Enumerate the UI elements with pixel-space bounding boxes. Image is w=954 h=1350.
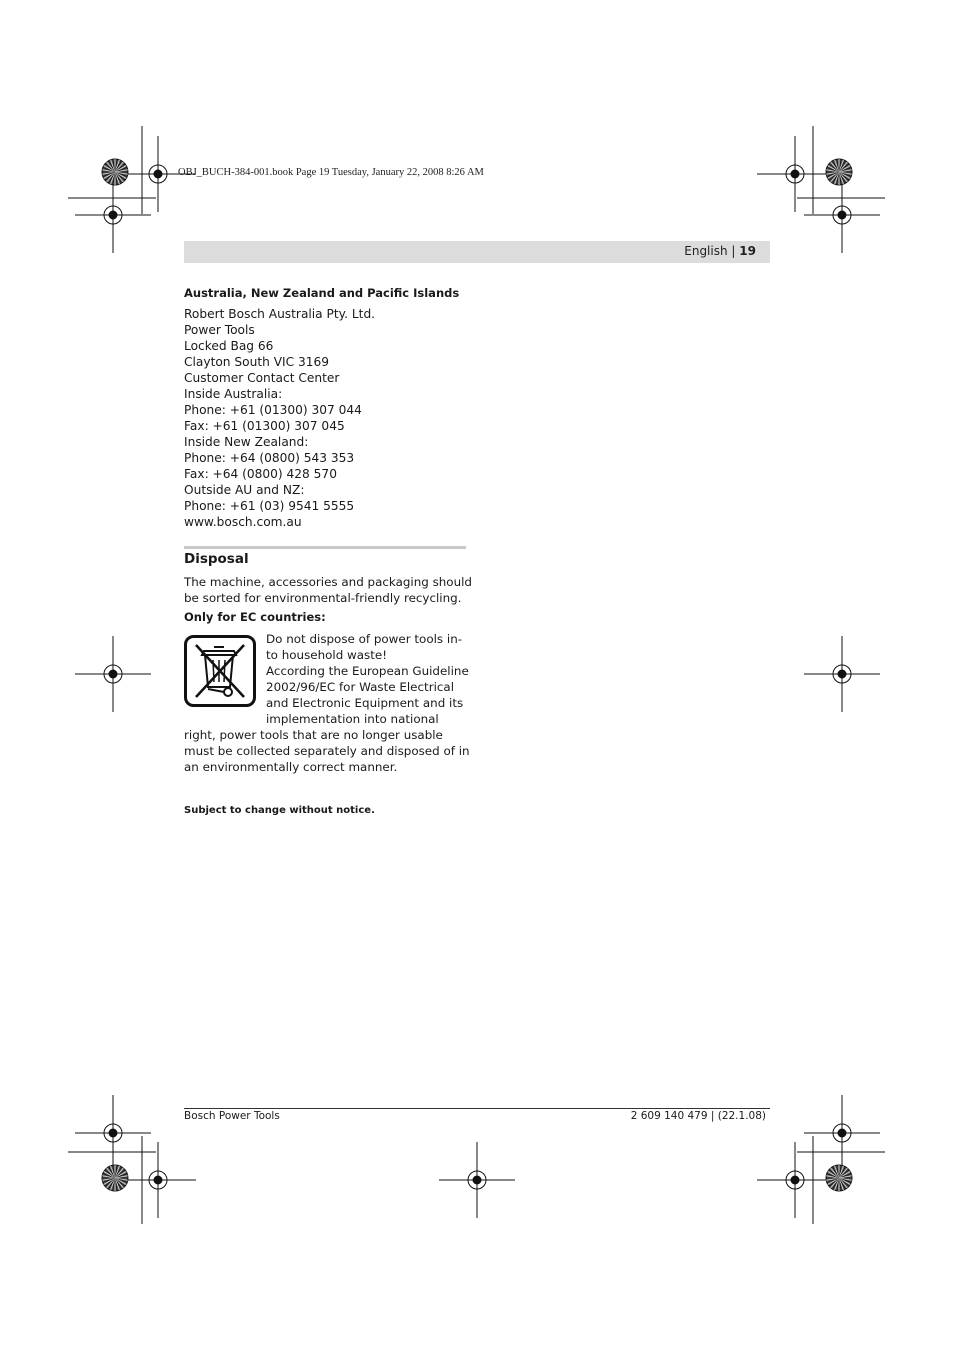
paragraph-line: right, power tools that are no longer usable xyxy=(184,728,443,742)
contact-heading: Australia, New Zealand and Pacific Islands xyxy=(184,286,460,300)
star-target xyxy=(826,159,852,185)
registration-crosshair xyxy=(439,1142,515,1218)
registration-crosshair xyxy=(75,636,151,712)
address-line: Fax: +61 (01300) 307 045 xyxy=(184,419,345,433)
registration-crosshair xyxy=(120,1142,196,1218)
disposal-title: Disposal xyxy=(184,551,249,567)
registration-crosshair xyxy=(804,1095,880,1171)
registration-crosshair xyxy=(75,1095,151,1171)
footer-rule xyxy=(184,1108,770,1109)
full-width-text xyxy=(184,727,470,775)
paragraph-line: The machine, accessories and packaging should xyxy=(184,575,472,589)
beside-icon-text xyxy=(266,631,469,727)
address-line: Clayton South VIC 3169 xyxy=(184,355,330,369)
paragraph-line: According the European Guideline xyxy=(266,664,469,678)
address-line: Outside AU and NZ: xyxy=(184,483,305,497)
star-target xyxy=(102,1165,128,1191)
footer-brand: Bosch Power Tools xyxy=(184,1110,280,1122)
change-notice: Subject to change without notice. xyxy=(184,805,375,816)
ec-countries-heading: Only for EC countries: xyxy=(184,610,326,624)
paragraph-line: and Electronic Equipment and its xyxy=(266,696,464,710)
address-line: Robert Bosch Australia Pty. Ltd. xyxy=(184,307,376,321)
paragraph-line: to household waste! xyxy=(266,648,387,662)
star-target xyxy=(826,1165,852,1191)
paragraph-line: 2002/96/EC for Waste Electrical xyxy=(266,680,455,694)
address-line: Fax: +64 (0800) 428 570 xyxy=(184,467,337,481)
header-separator: | xyxy=(731,244,736,258)
paragraph-line: an environmentally correct manner. xyxy=(184,760,398,774)
registration-crosshair xyxy=(757,1142,833,1218)
star-target xyxy=(102,159,128,185)
footer-doc-number: 2 609 140 479 | (22.1.08) xyxy=(630,1110,766,1122)
paragraph-line: must be collected separately and disposed of in xyxy=(184,744,470,758)
header-language: English xyxy=(684,244,728,258)
contact-address xyxy=(184,306,375,530)
address-line: Phone: +64 (0800) 543 353 xyxy=(184,451,355,465)
registration-crosshair xyxy=(804,177,880,253)
header-bar xyxy=(184,241,770,263)
website-line: www.bosch.com.au xyxy=(184,515,302,529)
crossed-out-wheelie-bin-icon xyxy=(184,635,256,707)
address-line: Phone: +61 (03) 9541 5555 xyxy=(184,499,355,513)
section-rule xyxy=(184,546,466,549)
disposal-intro xyxy=(184,574,472,606)
address-line: Inside New Zealand: xyxy=(184,435,309,449)
address-line: Customer Contact Center xyxy=(184,371,340,385)
paragraph-line: be sorted for environmental-friendly recycling. xyxy=(184,591,462,605)
address-line: Power Tools xyxy=(184,323,255,337)
paragraph-line: Do not dispose of power tools in- xyxy=(266,632,463,646)
address-line: Locked Bag 66 xyxy=(184,339,274,353)
paragraph-line: implementation into national xyxy=(266,712,439,726)
running-header xyxy=(684,244,756,258)
registration-crosshair xyxy=(75,177,151,253)
registration-crosshair xyxy=(804,636,880,712)
address-line: Phone: +61 (01300) 307 044 xyxy=(184,403,362,417)
page-number: 19 xyxy=(739,244,756,258)
registration-crosshair xyxy=(757,136,833,212)
address-line: Inside Australia: xyxy=(184,387,283,401)
slug-line: OBJ_BUCH-384-001.book Page 19 Tuesday, January 22, 2008 8:26 AM xyxy=(178,167,484,178)
